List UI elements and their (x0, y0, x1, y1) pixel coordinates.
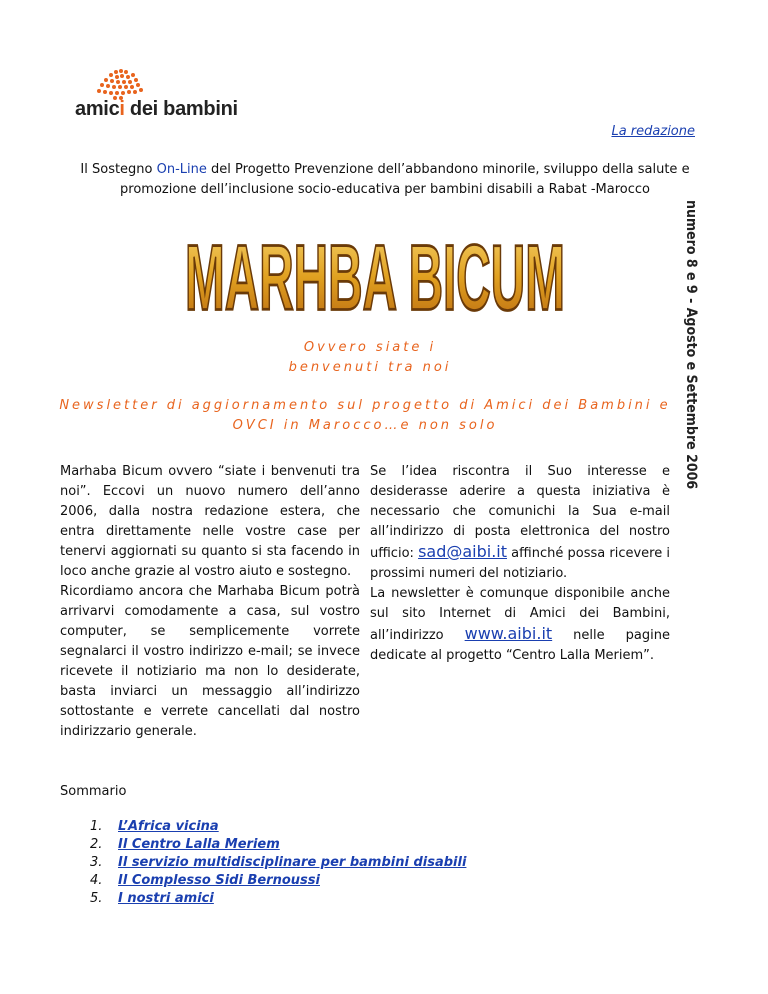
la-redazione-link[interactable]: La redazione (611, 124, 695, 139)
right-paragraph-1: Se l’idea riscontra il Suo interesse e desiderasse aderire a questa iniziativa è necessario che comunichi la Sua e-mail all’indirizzo di posta elettronica del nostro ufficio: sad@aibi.it affinché possa ricevere i prossimi numeri del notiziario. (370, 464, 670, 581)
intro-text: Il Sostegno On-Line del Progetto Prevenzione dell’abbandono minorile, sviluppo della salute e promozione dell’inclusione socio-educativa per bambini disabili a Rabat -Marocco (80, 162, 690, 197)
logo-wordmark: amici dei bambini (75, 98, 238, 120)
summary-item[interactable]: 2. Il Centro Lalla Meriem (90, 837, 280, 852)
summary-title: Sommario (60, 784, 127, 799)
summary-item[interactable]: 1. L’Africa vicina (90, 819, 219, 834)
left-paragraph-2: Ricordiamo ancora che Marhaba Bicum potrà arrivarvi comodamente a casa, sul vostro computer, se semplicemente vorrete segnalarci il vostro indirizzo e-mail; se invece ricevete il notiziario ma non lo desiderate, basta inviarci un messaggio all’indirizzo sottostante e verrete cancellati dal nostro indirizzario generale. (60, 584, 360, 739)
newsletter-tagline: Newsletter di aggiornamento sul progetto di Amici dei Bambini e OVCI in Marocco…e non solo (59, 398, 671, 433)
email-link[interactable]: sad@aibi.it (418, 542, 508, 561)
summary-list (90, 818, 466, 908)
website-link[interactable]: www.aibi.it (464, 624, 553, 643)
summary-item[interactable]: 5. I nostri amici (90, 891, 214, 906)
subtitle-ovvero: Ovvero siate i benvenuti tra noi (288, 340, 452, 375)
right-paragraph-2: La newsletter è comunque disponibile anche sul sito Internet di Amici dei Bambini, all’indirizzo www.aibi.it nelle pagine dedicate al progetto “Centro Lalla Meriem”. (370, 586, 670, 663)
summary-item[interactable]: 4. Il Complesso Sidi Bernoussi (90, 873, 320, 888)
logo-tree-dots-icon (91, 68, 151, 100)
left-column (60, 462, 360, 742)
issue-side-label: numero 8 e 9 - Agosto e Settembre 2006 (683, 200, 699, 490)
masthead-text: MARHBA BICUM (184, 225, 565, 330)
right-column (370, 462, 670, 666)
amici-dei-bambini-logo (75, 68, 238, 124)
left-paragraph-1: Marhaba Bicum ovvero “siate i benvenuti tra noi”. Eccovi un nuovo numero dell’anno 2006, dalla nostra redazione estera, che entra direttamente nelle vostre case per tenervi aggiornati su quanto si sta facendo in loco anche grazie al vostro aiuto e sostegno. (60, 464, 360, 579)
online-highlight: On-Line (156, 162, 207, 177)
masthead-title (175, 212, 575, 332)
summary-item[interactable]: 3. Il servizio multidisciplinare per bambini disabili (90, 855, 467, 870)
